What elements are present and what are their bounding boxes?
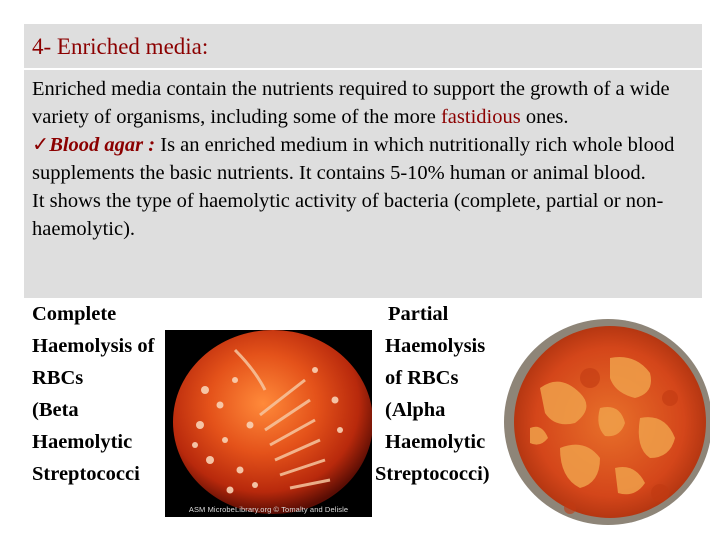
left-label-haemolysis: Haemolysis of <box>32 335 155 357</box>
blood-agar-definition: Is an enriched medium in which nutritionally rich whole blood supplements the basic nutrients. It contains 5-10% human or animal blood. <box>32 134 675 184</box>
right-label-streptococci: Streptococci) <box>375 463 490 485</box>
left-label-rbcs: RBCs <box>32 367 84 389</box>
left-label-complete: Complete <box>32 303 117 325</box>
slide-title <box>24 24 702 68</box>
left-label-haemolytic: Haemolytic <box>32 431 133 453</box>
right-label-alpha: (Alpha <box>385 399 446 421</box>
alpha-plate-graphic <box>500 318 710 526</box>
intro-text-part2: ones. <box>520 106 569 128</box>
left-label-streptococci: Streptococci <box>32 463 140 485</box>
right-label-haemolytic: Haemolytic <box>385 431 486 453</box>
alpha-haemolysis-plate-image <box>500 318 710 526</box>
checkmark-icon: ✓ <box>32 134 50 156</box>
blood-agar-term: Blood agar : <box>49 134 156 156</box>
right-label-of-rbcs: of RBCs <box>385 367 459 389</box>
intro-paragraph <box>32 75 694 131</box>
slide-title-text: 4- Enriched media: <box>32 34 209 59</box>
beta-plate-graphic <box>165 330 372 517</box>
intro-text-part1: Enriched media contain the nutrients required to support the growth of a wide variety of organisms, including some of the more <box>32 78 670 128</box>
right-label-haemolysis: Haemolysis <box>385 335 486 357</box>
photo-credit: ASM MicrobeLibrary.org © Tomalty and Delisle <box>188 505 349 514</box>
haemolysis-paragraph: It shows the type of haemolytic activity of bacteria (complete, partial or non- haemolytic). <box>32 190 664 240</box>
beta-haemolysis-plate-image <box>165 330 372 517</box>
content-box <box>24 70 702 298</box>
fastidious-highlight: fastidious <box>440 106 521 128</box>
left-label-beta: (Beta <box>32 399 79 421</box>
right-label-partial: Partial <box>388 303 449 325</box>
blood-agar-paragraph <box>32 131 694 187</box>
